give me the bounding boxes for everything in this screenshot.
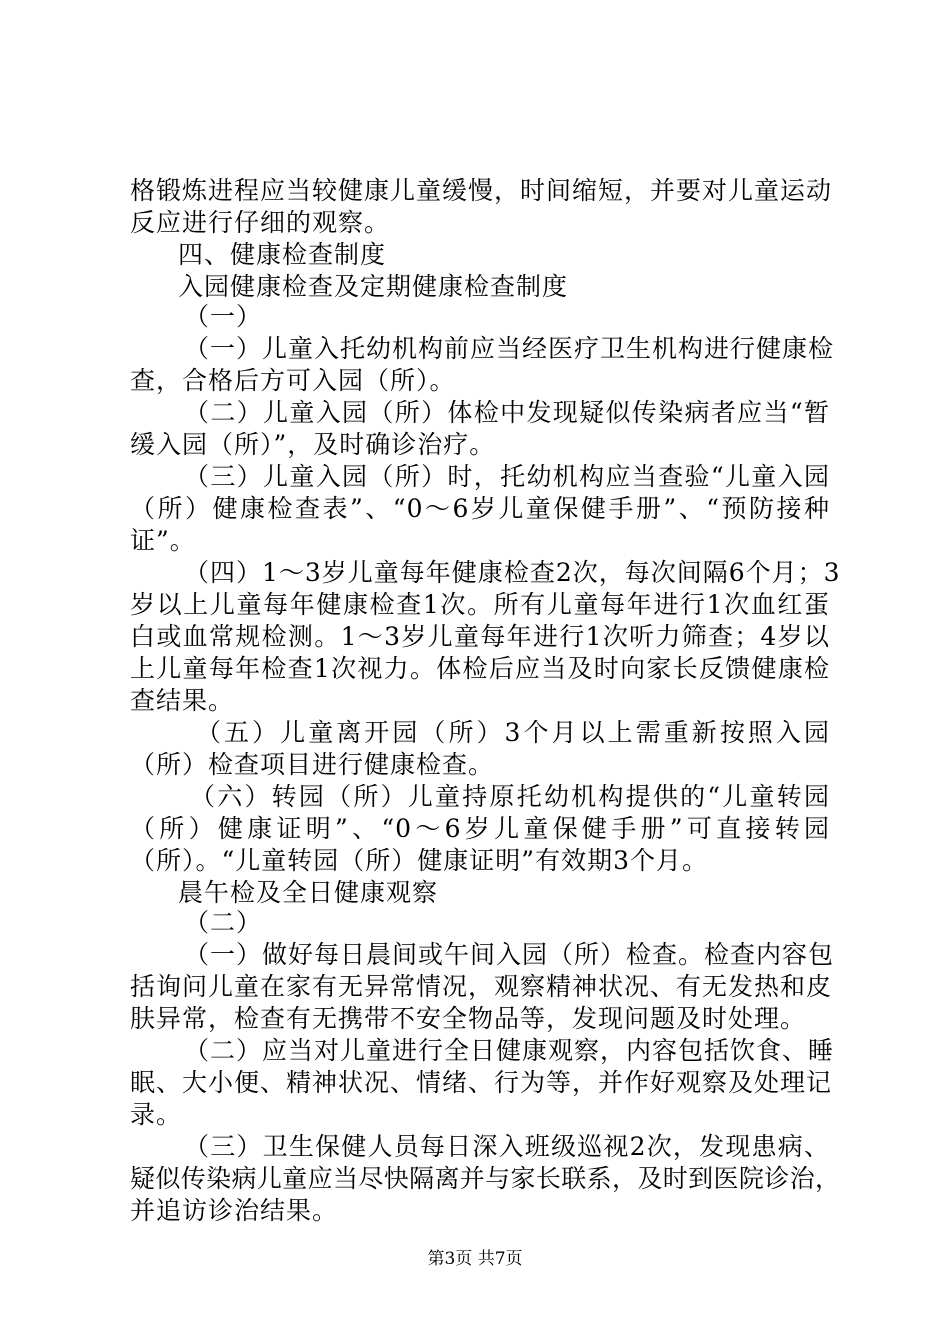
text-line: 上儿童每年检查1次视力。体检后应当及时向家长反馈健康检 <box>130 654 830 683</box>
text-line: 眠、大小便、精神状况、情绪、行为等，并作好观察及处理记 <box>130 1068 833 1097</box>
text-line: 缓入园（所）”，及时确诊治疗。 <box>130 430 496 459</box>
page-footer: 第3页 共7页 <box>427 1249 523 1269</box>
item-number: （一） <box>184 302 263 331</box>
text-line: 疑似传染病儿童应当尽快隔离并与家长联系，及时到医院诊治， <box>130 1164 840 1193</box>
text-line: 查，合格后方可入园（所）。 <box>130 366 456 395</box>
text-line: （二）应当对儿童进行全日健康观察，内容包括饮食、睡 <box>184 1036 835 1065</box>
text-line: （所）检查项目进行健康检查。 <box>130 750 495 779</box>
text-line: （一）做好每日晨间或午间入园（所）检查。检查内容包 <box>184 940 835 969</box>
text-line: 录。 <box>130 1100 183 1129</box>
subsection-heading: 晨午检及全日健康观察 <box>178 878 439 907</box>
text-line: （所）健康检查表”、“0～6岁儿童保健手册”、“预防接种 <box>130 494 830 523</box>
text-line: （二）儿童入园（所）体检中发现疑似传染病者应当“暂 <box>184 398 830 427</box>
text-line: 白或血常规检测。1～3岁儿童每年进行1次听力筛查；4岁以 <box>130 622 830 651</box>
subsection-heading: 入园健康检查及定期健康检查制度 <box>178 272 569 301</box>
text-line: 反应进行仔细的观察。 <box>130 208 391 237</box>
text-line: （四）1～3岁儿童每年健康检查2次，每次间隔6个月；3 <box>184 558 841 587</box>
text-line: （三）卫生保健人员每日深入班级巡视2次，发现患病、 <box>184 1132 830 1161</box>
text-line: 查结果。 <box>130 686 235 715</box>
text-line: 括询问儿童在家有无异常情况，观察精神状况、有无发热和皮 <box>130 972 833 1001</box>
text-line: 证”。 <box>130 526 196 555</box>
text-line: （三）儿童入园（所）时，托幼机构应当查验“儿童入园 <box>184 462 830 491</box>
text-line: （五）儿童离开园（所）3个月以上需重新按照入园 <box>196 718 830 747</box>
item-number: （二） <box>184 908 263 937</box>
text-line: 肤异常，检查有无携带不安全物品等，发现问题及时处理。 <box>130 1004 807 1033</box>
text-line: （所）。“儿童转园（所）健康证明”有效期3个月。 <box>130 846 708 875</box>
text-line: （一）儿童入托幼机构前应当经医疗卫生机构进行健康检 <box>184 334 835 363</box>
text-line: 岁以上儿童每年健康检查1次。所有儿童每年进行1次血红蛋 <box>130 590 830 619</box>
text-line: （六）转园（所）儿童持原托幼机构提供的“儿童转园 <box>190 782 830 811</box>
text-line: （所）健康证明”、“0～6岁儿童保健手册”可直接转园 <box>130 814 830 843</box>
text-line: 格锻炼进程应当较健康儿童缓慢，时间缩短，并要对儿童运动 <box>130 176 833 205</box>
section-heading: 四、健康检查制度 <box>178 240 387 269</box>
text-line: 并追访诊治结果。 <box>130 1196 339 1225</box>
